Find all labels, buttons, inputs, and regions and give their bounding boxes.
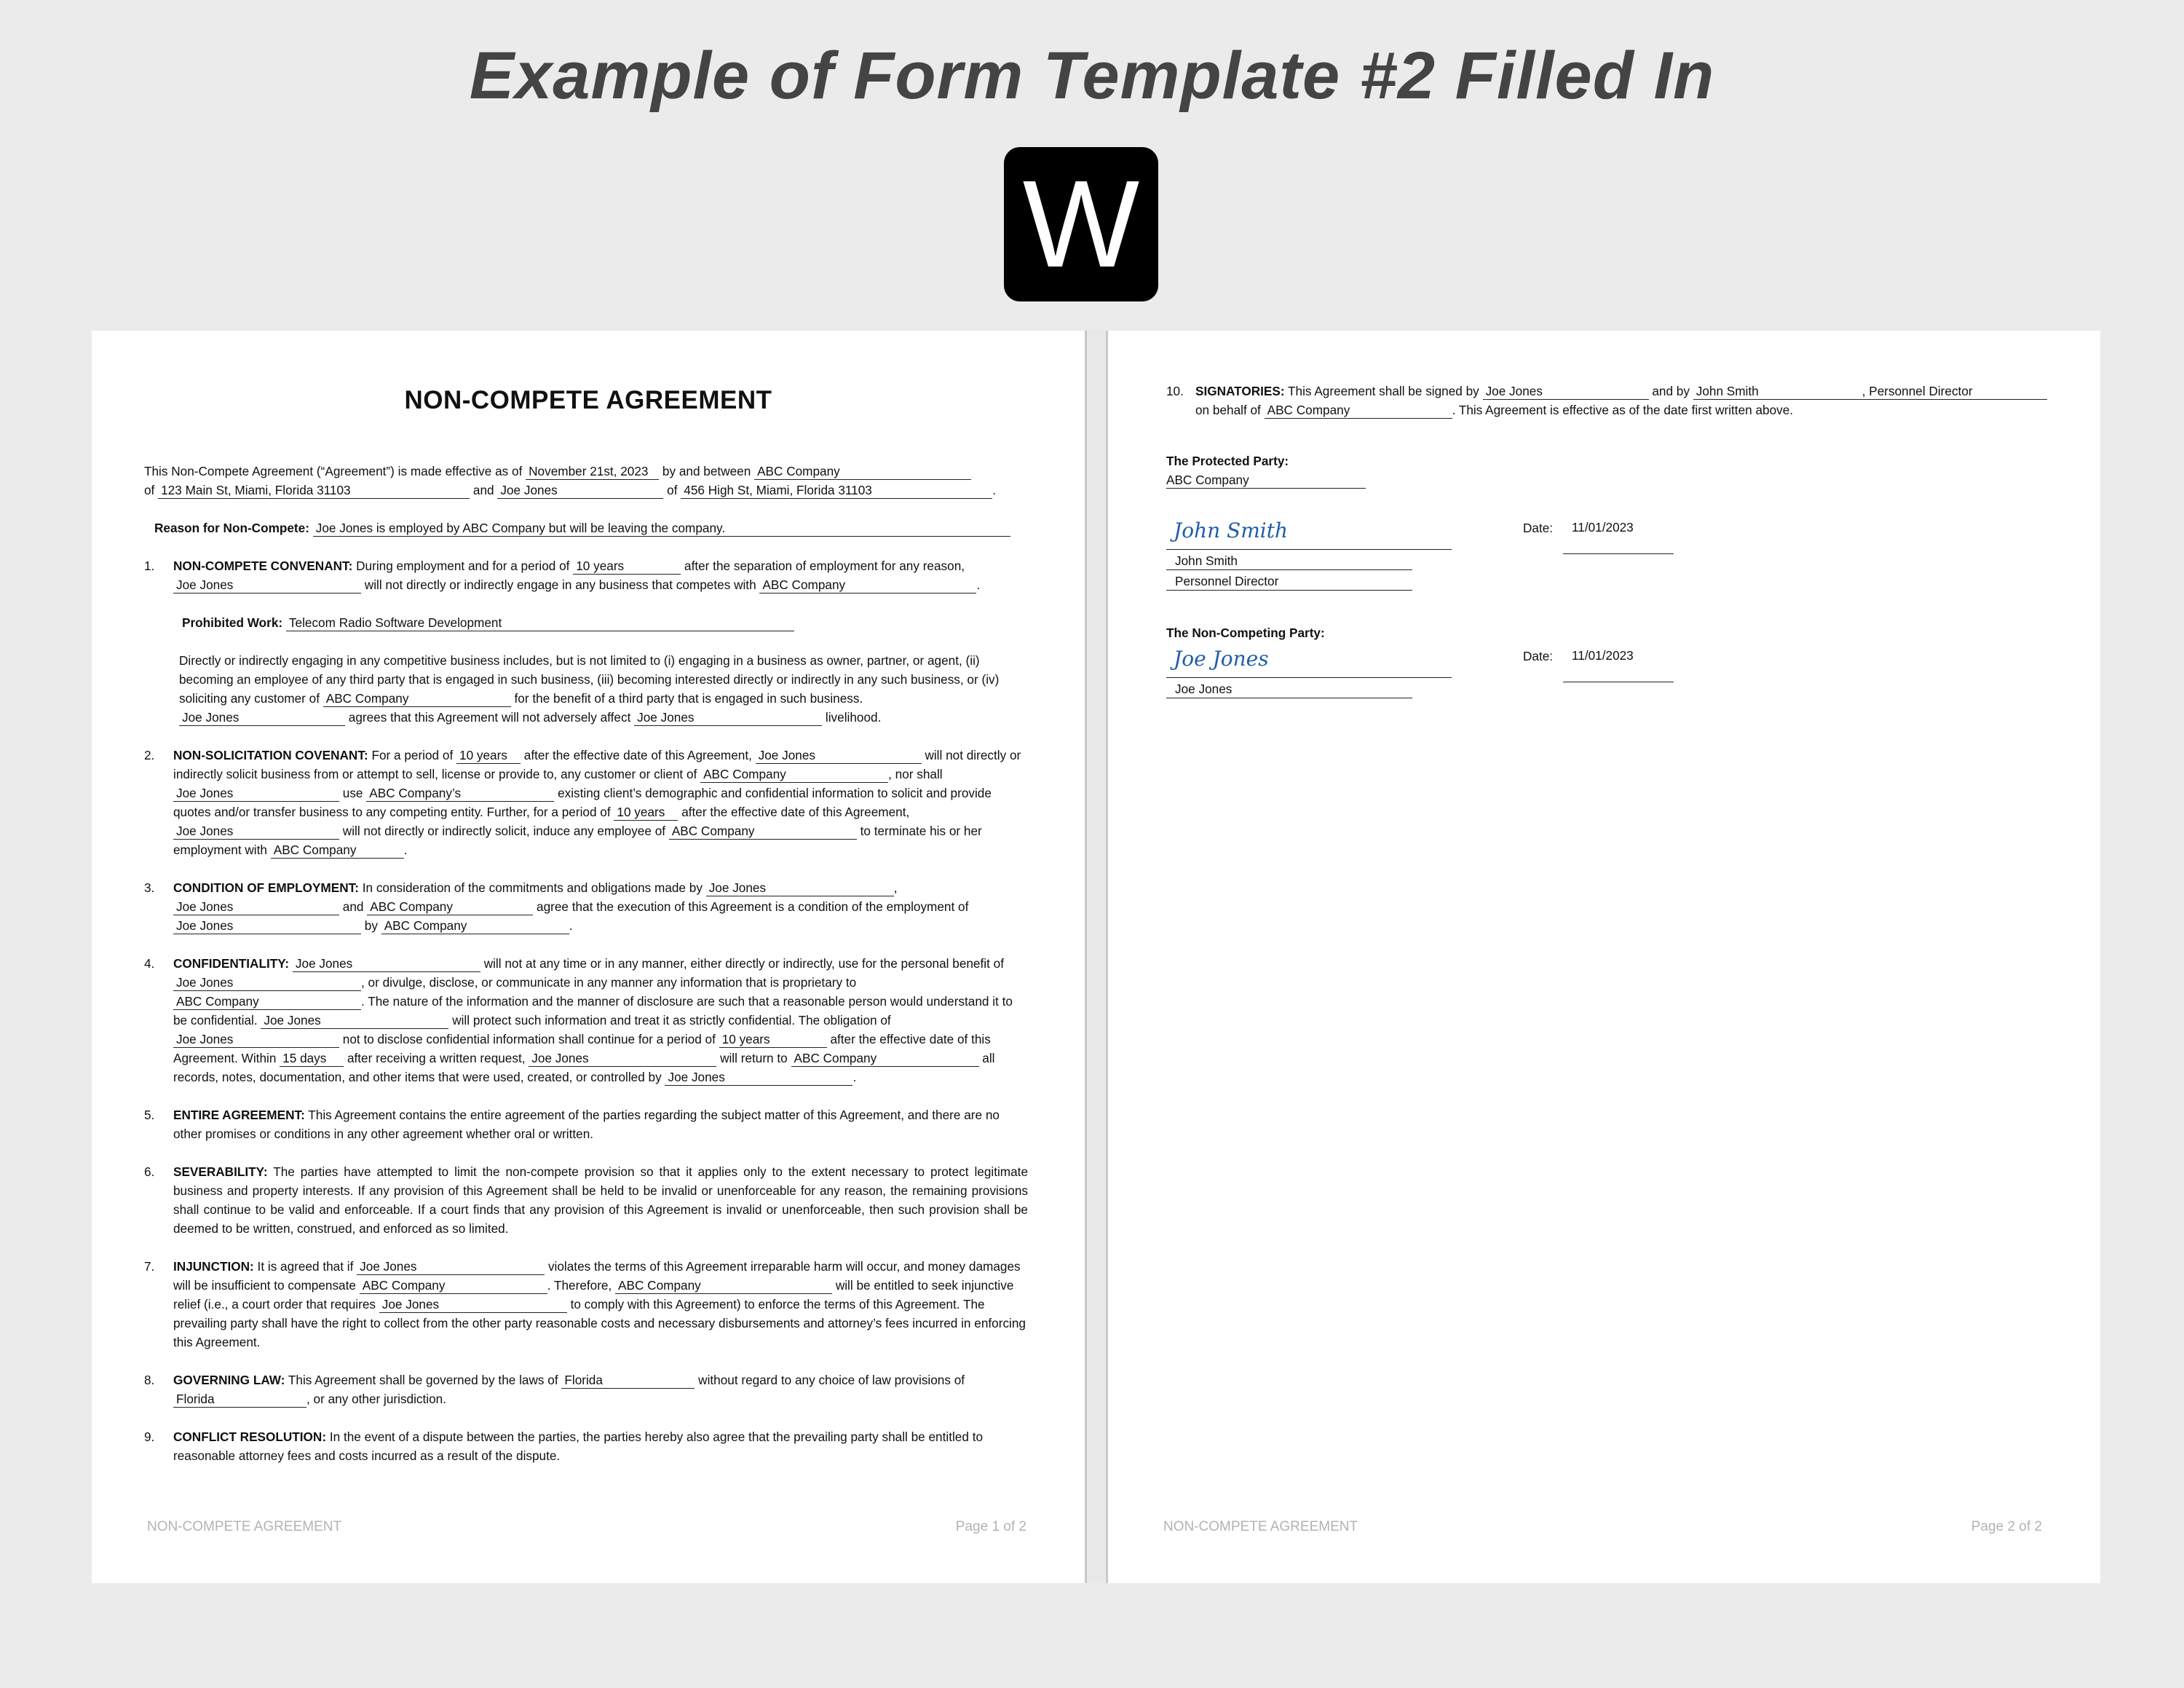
section-heading: CONFLICT RESOLUTION:: [173, 1429, 327, 1444]
duration-field[interactable]: 10 years: [456, 747, 521, 764]
party2-field[interactable]: Joe Jones: [497, 482, 663, 499]
section-text: .: [403, 843, 408, 857]
page-headline: Example of Form Template #2 Filled In: [469, 39, 1715, 113]
intro-text: of: [667, 483, 678, 497]
section-text: and: [342, 899, 364, 914]
section-text: by: [364, 918, 378, 933]
section-text: will return to: [720, 1051, 788, 1065]
protected-signature-block: [1166, 514, 2047, 594]
competitive-business-paragraph: [144, 651, 1028, 727]
document-body: [144, 462, 1028, 1465]
days-field[interactable]: 15 days: [280, 1050, 344, 1067]
signature-line: [1166, 677, 1452, 678]
section-heading: CONDITION OF EMPLOYMENT:: [173, 880, 359, 895]
signature-john-smith[interactable]: John Smith: [1174, 518, 1289, 543]
section-text: to comply with this Agreement) to enforce the terms of this Agreement. The prevailing party shall have the right to collect from the other party reasonable costs and necessary disbursements and attorney’s fees incurred in enforcing this Agreement.: [173, 1297, 1026, 1349]
section-number: 4.: [144, 956, 155, 971]
duration-field[interactable]: 10 years: [614, 804, 678, 821]
employee-field[interactable]: Joe Jones: [173, 577, 361, 593]
employee-field[interactable]: Joe Jones: [173, 1031, 339, 1048]
employee-field[interactable]: Joe Jones: [173, 785, 339, 802]
section-9: [144, 1427, 1028, 1465]
page-edge-divider: [1085, 331, 1087, 1583]
page-footer-title: NON-COMPETE AGREEMENT: [1163, 1519, 1358, 1534]
section-heading: NON-COMPETE CONVENANT:: [173, 559, 353, 573]
company-field[interactable]: ABC Company: [700, 766, 888, 783]
document-page-1: [92, 331, 1085, 1583]
company-field[interactable]: ABC Company: [360, 1277, 547, 1294]
company-field[interactable]: ABC Company: [669, 823, 857, 840]
section-text: .: [569, 918, 573, 933]
section-text: This Agreement shall be governed by the laws of: [288, 1373, 558, 1387]
section-heading: NON-SOLICITATION COVENANT:: [173, 748, 368, 762]
company-field[interactable]: ABC Company: [615, 1277, 832, 1294]
signer-name-field[interactable]: John Smith: [1166, 552, 1412, 570]
date-label: Date:: [1523, 649, 1554, 663]
non-competing-party-label: The Non-Competing Party:: [1166, 626, 1325, 640]
section-number: 10.: [1166, 384, 1184, 398]
section-text: For a period of: [371, 748, 454, 762]
non-competing-signature-block: [1166, 642, 2047, 701]
employee-field[interactable]: Joe Jones: [173, 918, 361, 934]
section-text: , or divulge, disclose, or communicate in any manner any information that is proprietary to: [361, 975, 857, 990]
party1-field[interactable]: ABC Company: [754, 463, 971, 480]
section-heading: GOVERNING LAW:: [173, 1373, 285, 1387]
section-1: [144, 556, 1028, 594]
intro-text: and: [472, 483, 494, 497]
section-text: During employment and for a period of: [356, 559, 570, 573]
section-text: It is agreed that if: [257, 1259, 354, 1274]
page-gap: [1085, 331, 1108, 1583]
section-text: The parties have attempted to limit the non-compete provision so that it applies only to the extent necessary to protect legitimate business and property interests. If any provision of this Agreement shall be held to be invalid or unenforceable for any reason, the remaining provisions shall continue to be valid and enforceable. If a court finds that any provision of this Agreement is invalid or unenforceable, then such provision shall be deemed to be written, construed, and enforced as so limited.: [173, 1164, 1029, 1236]
section-number: 2.: [144, 748, 155, 762]
duration-field[interactable]: 10 years: [719, 1031, 827, 1048]
company-field[interactable]: ABC Company: [759, 577, 976, 593]
state-field[interactable]: Florida: [173, 1391, 306, 1408]
section-heading: INJUNCTION:: [173, 1259, 254, 1274]
date-label: Date:: [1523, 521, 1554, 535]
prohibited-work-label: Prohibited Work:: [182, 615, 283, 630]
employee-field[interactable]: Joe Jones: [357, 1258, 545, 1275]
reason-field[interactable]: Joe Jones is employed by ABC Company but will be leaving the company.: [313, 520, 1010, 537]
section-text: after the effective date of this Agreement. Within: [173, 1032, 991, 1065]
section-4: [144, 954, 1028, 1086]
word-logo-icon: W: [1004, 147, 1158, 301]
party1-address-field[interactable]: 123 Main St, Miami, Florida 31103: [158, 482, 470, 499]
intro-text: .: [992, 483, 997, 497]
signer-title-field[interactable]: Personnel Director: [1166, 572, 1412, 591]
section-text: livelihood.: [825, 710, 882, 725]
section-text: . Therefore,: [547, 1278, 612, 1293]
section-heading: SIGNATORIES:: [1195, 384, 1285, 398]
document-page-2: [1108, 331, 2100, 1583]
employee-field[interactable]: Joe Jones: [261, 1012, 448, 1029]
section-10: [1166, 382, 2047, 419]
employee-field[interactable]: Joe Jones: [293, 955, 480, 972]
section-text: agrees that this Agreement will not adversely affect: [348, 710, 631, 725]
effective-date-field[interactable]: November 21st, 2023: [526, 463, 659, 480]
company-field[interactable]: ABC Company: [271, 842, 404, 859]
section-8: [144, 1370, 1028, 1408]
date-field[interactable]: 11/01/2023: [1563, 518, 1674, 554]
employee-field[interactable]: Joe Jones: [665, 1069, 852, 1086]
document-title: NON-COMPETE AGREEMENT: [404, 386, 772, 414]
page-number: Page 1 of 2: [955, 1519, 1026, 1534]
section-text: .: [976, 577, 981, 592]
reason-row: [144, 518, 1028, 537]
signer-field[interactable]: John Smith: [1693, 383, 1859, 400]
section-text: , or any other jurisdiction.: [306, 1392, 447, 1406]
intro-paragraph: [144, 462, 1028, 500]
section-text: will not at any time or in any manner, either directly or indirectly, use for the personal benefit of: [483, 956, 1004, 971]
section-number: 3.: [144, 880, 155, 895]
section-text: not to disclose confidential information shall continue for a period of: [342, 1032, 716, 1046]
section-6: [144, 1162, 1028, 1238]
company-field[interactable]: ABC Company’s: [366, 785, 554, 802]
date-field[interactable]: 11/01/2023: [1563, 647, 1674, 682]
section-number: 5.: [144, 1108, 155, 1122]
section-text: after the effective date of this Agreement,: [523, 748, 752, 762]
section-heading: ENTIRE AGREEMENT:: [173, 1108, 305, 1122]
section-text: Directly or indirectly engaging in any competitive business includes, but is not limited to (i) engaging in a business as owner, partner, or agent, (ii) becoming an employee of any third party that is engaged in such business, (iii) becoming interested directly or indirectly in any such business, or (iv) soliciting any customer of: [179, 653, 1000, 706]
section-7: [144, 1257, 1028, 1352]
section-text: This Agreement shall be signed by: [1288, 384, 1479, 398]
employee-field[interactable]: Joe Jones: [379, 1296, 567, 1313]
employee-field[interactable]: Joe Jones: [173, 823, 339, 840]
section-heading: SEVERABILITY:: [173, 1164, 268, 1179]
section-text: to terminate his or her employment with: [173, 824, 982, 857]
intro-text: of: [144, 483, 155, 497]
intro-text: by and between: [662, 464, 751, 478]
section-number: 9.: [144, 1429, 155, 1444]
section-text: will not directly or indirectly solicit business from or attempt to sell, license or provide to, any customer or client of: [173, 748, 1021, 781]
duration-field[interactable]: 10 years: [573, 558, 681, 575]
employee-field[interactable]: Joe Jones: [756, 747, 922, 764]
prohibited-work-row: [144, 613, 1028, 632]
company-field[interactable]: ABC Company: [1166, 472, 1366, 489]
section-5: [144, 1105, 1028, 1143]
section-text: will protect such information and treat it as strictly confidential. The obligation of: [452, 1013, 891, 1028]
section-text: after the separation of employment for any reason,: [684, 559, 965, 573]
employee-field[interactable]: Joe Jones: [173, 974, 361, 991]
intro-text: This Non-Compete Agreement (“Agreement”) is made effective as of: [144, 464, 523, 478]
employee-field[interactable]: Joe Jones: [1483, 383, 1649, 400]
section-text: This Agreement contains the entire agreement of the parties regarding the subject matter of this Agreement, and there are no other promises or conditions in any other agreement whether oral or written.: [173, 1108, 1000, 1141]
company-field[interactable]: ABC Company: [381, 918, 569, 934]
section-text: agree that the execution of this Agreement is a condition of the employment of: [537, 899, 969, 914]
section-text: will be entitled to seek injunctive relief (i.e., a court order that requires: [173, 1278, 1014, 1312]
section-text: In consideration of the commitments and obligations made by: [362, 880, 703, 895]
signature-line: [1166, 549, 1452, 550]
company-field[interactable]: ABC Company: [1265, 402, 1452, 419]
state-field[interactable]: Florida: [561, 1372, 695, 1389]
section-text: violates the terms of this Agreement irreparable harm will occur, and money damages will be insufficient to compensate: [173, 1259, 1021, 1293]
section-text: all records, notes, documentation, and other items that were used, created, or controlled by: [173, 1051, 995, 1084]
party2-address-field[interactable]: 456 High St, Miami, Florida 31103: [681, 482, 992, 499]
protected-party-company: [1166, 470, 2047, 489]
section-text: after receiving a written request,: [347, 1051, 526, 1065]
employee-field[interactable]: Joe Jones: [706, 880, 894, 896]
page-footer-title: NON-COMPETE AGREEMENT: [147, 1519, 342, 1534]
section-text: for the benefit of a third party that is engaged in such business.: [514, 691, 863, 706]
company-field[interactable]: ABC Company: [173, 993, 361, 1010]
section-text: . This Agreement is effective as of the date first written above.: [1452, 403, 1794, 417]
signer-title-field[interactable]: , Personnel Director: [1859, 383, 2047, 400]
section-number: 8.: [144, 1373, 155, 1387]
employee-field[interactable]: Joe Jones: [529, 1050, 716, 1067]
section-2: [144, 746, 1028, 859]
section-text: will not directly or indirectly engage in any business that competes with: [364, 577, 756, 592]
protected-party-label: The Protected Party:: [1166, 454, 1289, 468]
reason-label: Reason for Non-Compete:: [154, 521, 309, 535]
page-number: Page 2 of 2: [1971, 1519, 2042, 1534]
section-number: 6.: [144, 1164, 155, 1179]
company-field[interactable]: ABC Company: [367, 899, 533, 915]
section-text: ,: [893, 880, 898, 895]
employee-field[interactable]: Joe Jones: [634, 709, 822, 726]
section-text: , nor shall: [888, 767, 943, 781]
employee-field[interactable]: Joe Jones: [173, 899, 339, 915]
signer-name-field[interactable]: Joe Jones: [1166, 680, 1412, 698]
section-number: 7.: [144, 1259, 155, 1274]
signature-joe-jones[interactable]: Joe Jones: [1174, 647, 1269, 671]
section-text: on behalf of: [1195, 403, 1261, 417]
section-text: after the effective date of this Agreement,: [681, 805, 910, 819]
section-number: 1.: [144, 559, 155, 573]
section-3: [144, 878, 1028, 935]
document-body: [1166, 382, 2047, 701]
section-text: In the event of a dispute between the parties, the parties hereby also agree that the prevailing party shall be entitled to reasonable attorney fees and costs incurred as a result of the dispute.: [173, 1429, 984, 1463]
section-text: .: [852, 1070, 857, 1084]
company-field[interactable]: ABC Company: [323, 690, 511, 707]
section-text: and by: [1652, 384, 1690, 398]
prohibited-work-field[interactable]: Telecom Radio Software Development: [286, 615, 794, 631]
section-text: will not directly or indirectly solicit, induce any employee of: [342, 824, 666, 838]
section-text: existing client’s demographic and confidential information to solicit and provide quotes and/or transfer business to any competing entity. Further, for a period of: [173, 786, 992, 819]
section-text: . The nature of the information and the manner of disclosure are such that a reasonable person would understand it to be confidential.: [173, 994, 1013, 1028]
section-text: use: [342, 786, 363, 800]
section-heading: CONFIDENTIALITY:: [173, 956, 290, 971]
section-text: without regard to any choice of law provisions of: [698, 1373, 965, 1387]
company-field[interactable]: ABC Company: [791, 1050, 979, 1067]
employee-field[interactable]: Joe Jones: [179, 709, 345, 726]
